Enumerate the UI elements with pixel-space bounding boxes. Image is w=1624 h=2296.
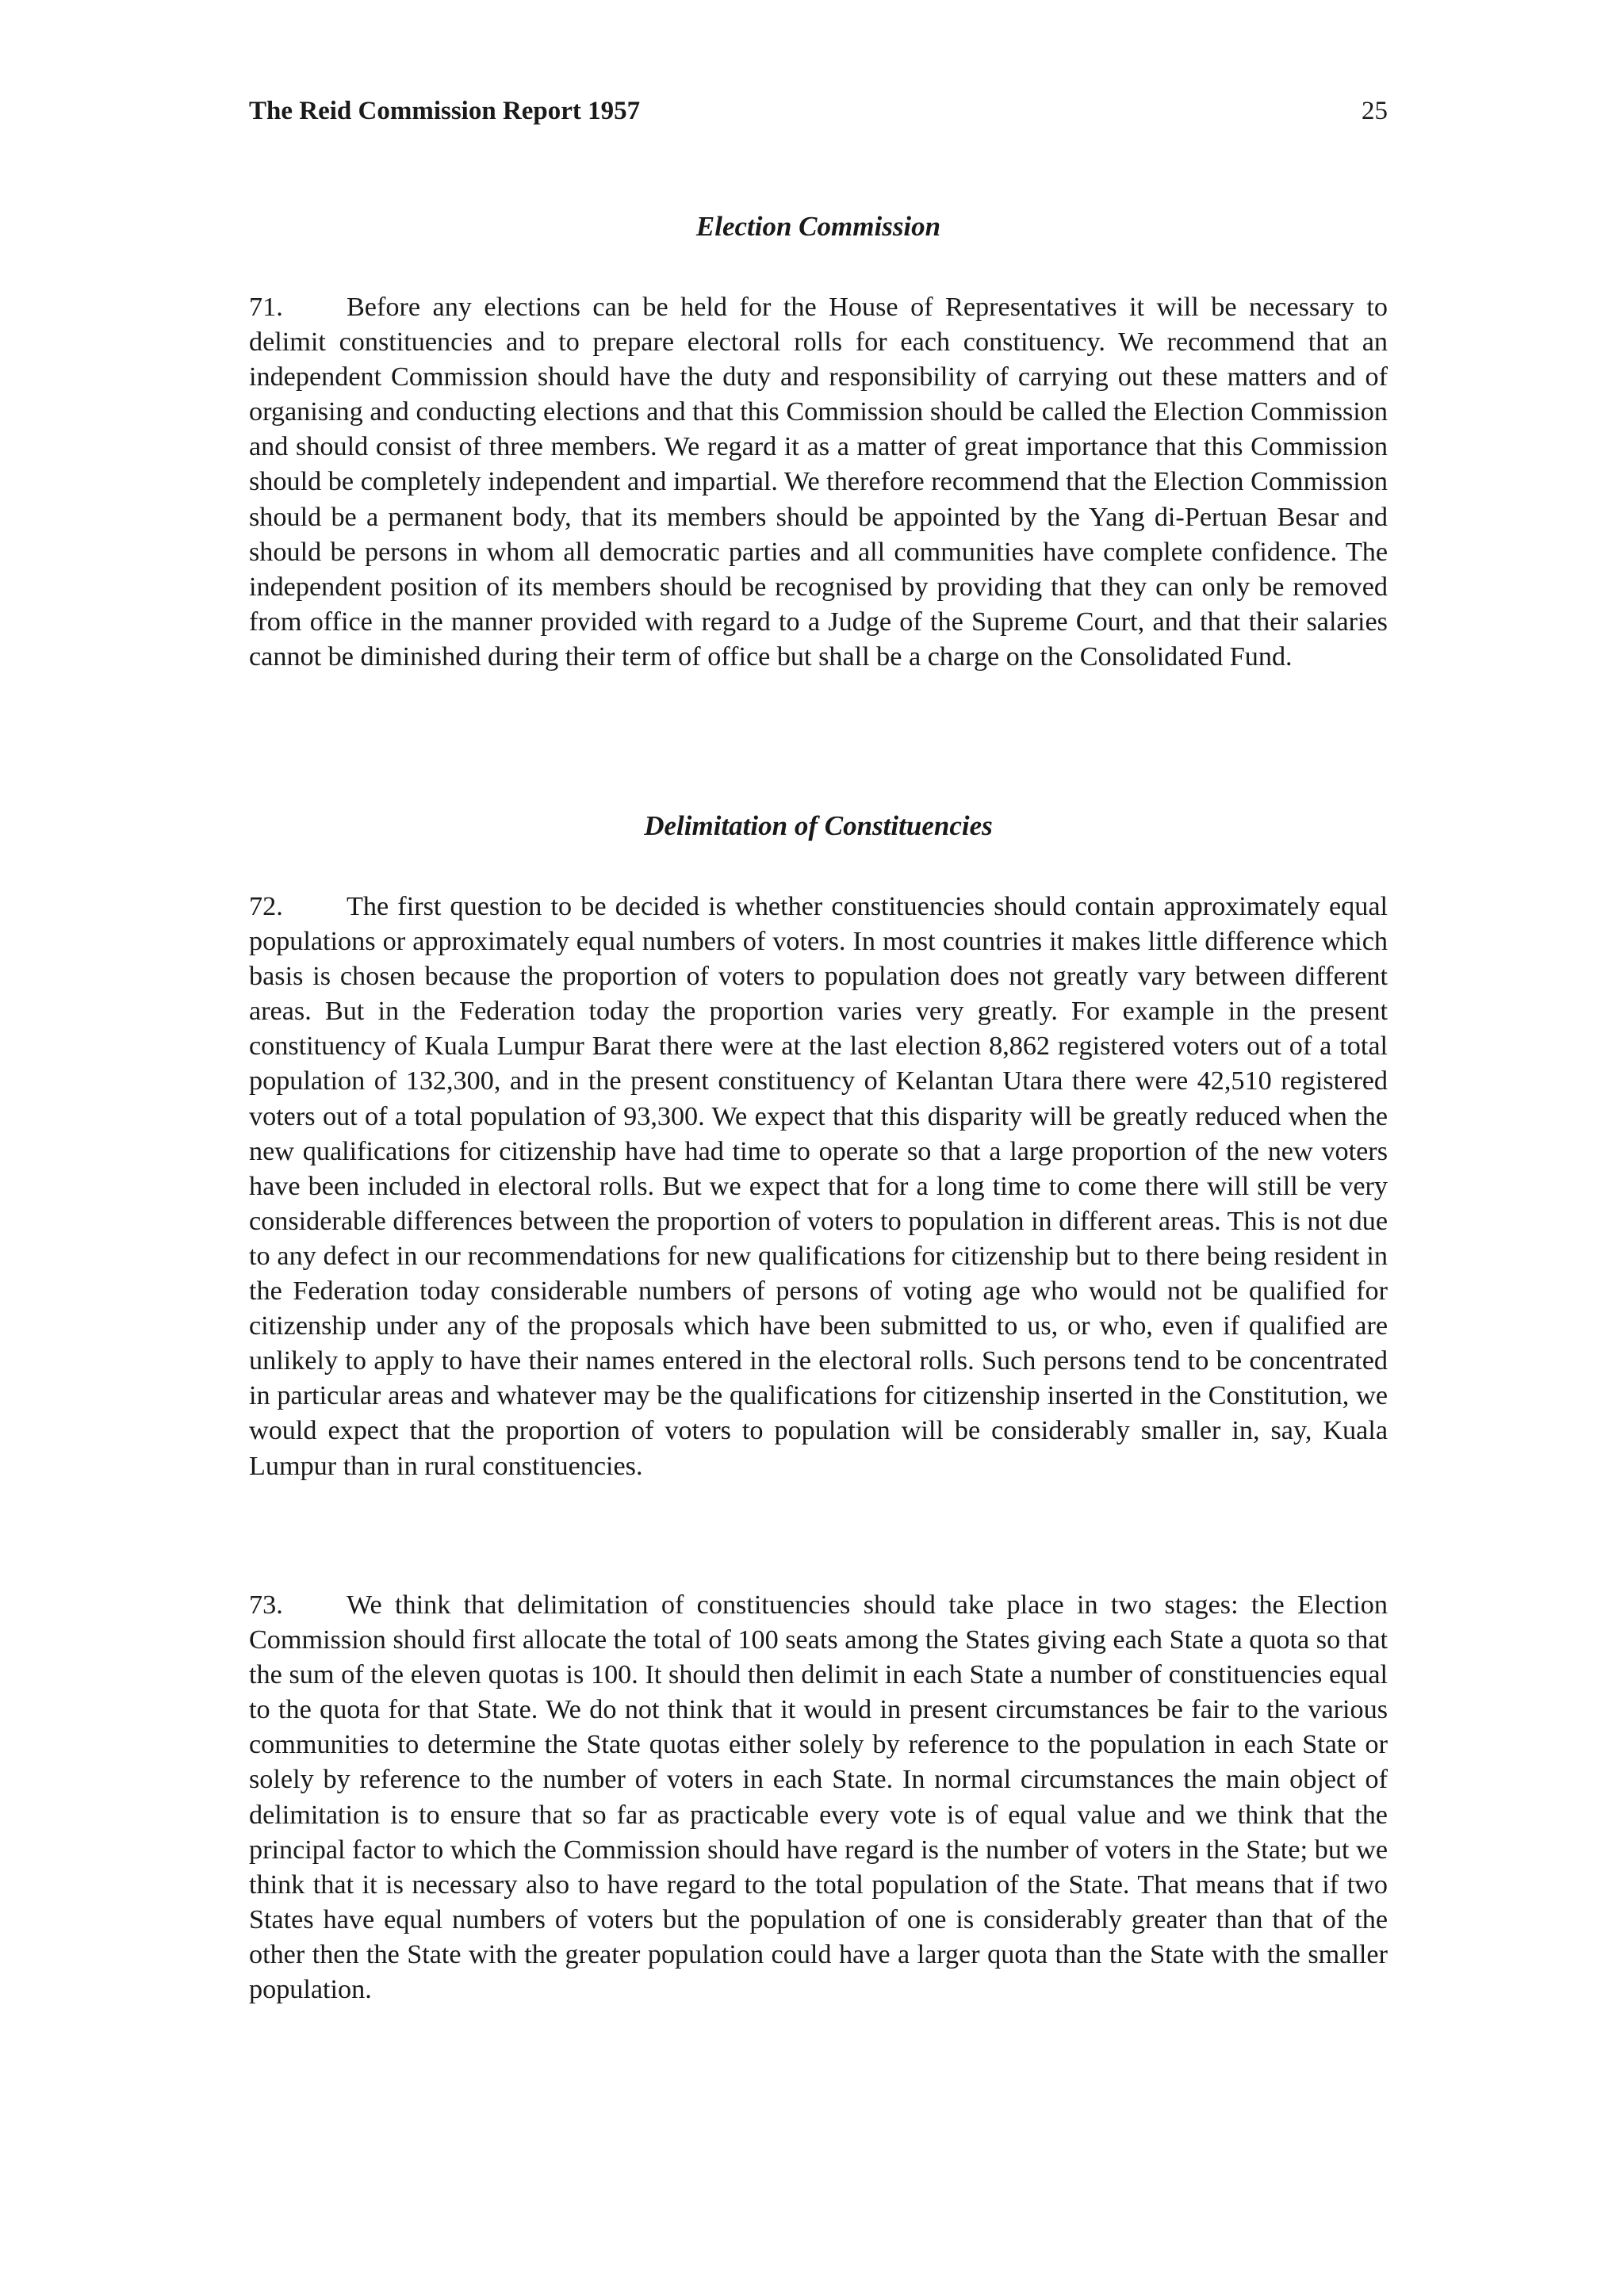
running-title: The Reid Commission Report 1957 <box>249 97 641 125</box>
paragraph-text: Before any elections can be held for the House of Representatives it will be necessary to delimit constituencies and to prepare electoral rolls for each constituency. We recommend that an independent Commission should have the duty and responsibility of carrying out these matters and of organising and conducting elections and that this Commission should be called the Election Commission and should consist of three members. We regard it as a matter of great importance that this Commission should be completely independent and impartial. We therefore recommend that the Election Commission should be a permanent body, that its members should be appointed by the Yang di-Pertuan Besar and should be persons in whom all democratic parties and all communities have complete confidence. The independent position of its members should be recognised by providing that they can only be removed from office in the manner provided with regard to a Judge of the Supreme Court, and that their salaries cannot be diminished during their term of office but shall be a charge on the Consolidated Fund. <box>249 293 1388 672</box>
paragraph-number: 73. <box>249 1590 283 1620</box>
paragraph-text: The first question to be decided is whether constituencies should contain approximately equal populations or approximately equal numbers of voters. In most countries it makes little difference which basis is chosen because the proportion of voters to population does not greatly vary between different areas. But in the Federation today the proportion varies very greatly. For example in the present constituency of Kuala Lumpur Barat there were at the last election 8,862 registered voters out of a total population of 132,300, and in the present constituency of Kelantan Utara there were 42,510 registered voters out of a total population of 93,300. We expect that this disparity will be greatly reduced when the new qualifications for citizenship have had time to operate so that a large proportion of the new voters have been included in electoral rolls. But we expect that for a long time to come there will still be very considerable differences between the proportion of voters to population in different areas. This is not due to any defect in our recommendations for new qualifications for citizenship but to there being resident in the Federation today considerable numbers of persons of voting age who would not be qualified for citizenship under any of the proposals which have been submitted to us, or who, even if qualified are unlikely to apply to have their names entered in the electoral rolls. Such persons tend to be concentrated in particular areas and whatever may be the qualifications for citizenship inserted in the Constitution, we would expect that the proportion of voters to population will be considerably smaller in, say, Kuala Lumpur than in rural constituencies. <box>249 892 1388 1481</box>
paragraph-number: 71. <box>249 293 283 322</box>
paragraph-71 <box>249 290 1388 675</box>
paragraph-number: 72. <box>249 892 283 921</box>
page-number: 25 <box>1362 97 1388 125</box>
paragraph-72 <box>249 890 1388 1484</box>
section-heading-delimitation: Delimitation of Constituencies <box>644 810 993 841</box>
page-header <box>249 97 1388 136</box>
paragraph-text: We think that delimitation of constituencies should take place in two stages: the Election Commission should first allocate the total of 100 seats among the States giving each State a quota so that the sum of the eleven quotas is 100. It should then delimit in each State a number of constituencies equal to the quota for that State. We do not think that it would in present circumstances be fair to the various communities to determine the State quotas either solely by reference to the population in each State or solely by reference to the number of voters in each State. In normal circumstances the main object of delimitation is to ensure that so far as practicable every vote is of equal value and we think that the principal factor to which the Commission should have regard is the number of voters in the State; but we think that it is necessary also to have regard to the total population of the State. That means that if two States have equal numbers of voters but the population of one is considerably greater than that of the other then the State with the greater population could have a larger quota than the State with the smaller population. <box>249 1590 1388 2005</box>
section-heading-election-commission: Election Commission <box>695 211 941 242</box>
paragraph-73 <box>249 1588 1388 2007</box>
